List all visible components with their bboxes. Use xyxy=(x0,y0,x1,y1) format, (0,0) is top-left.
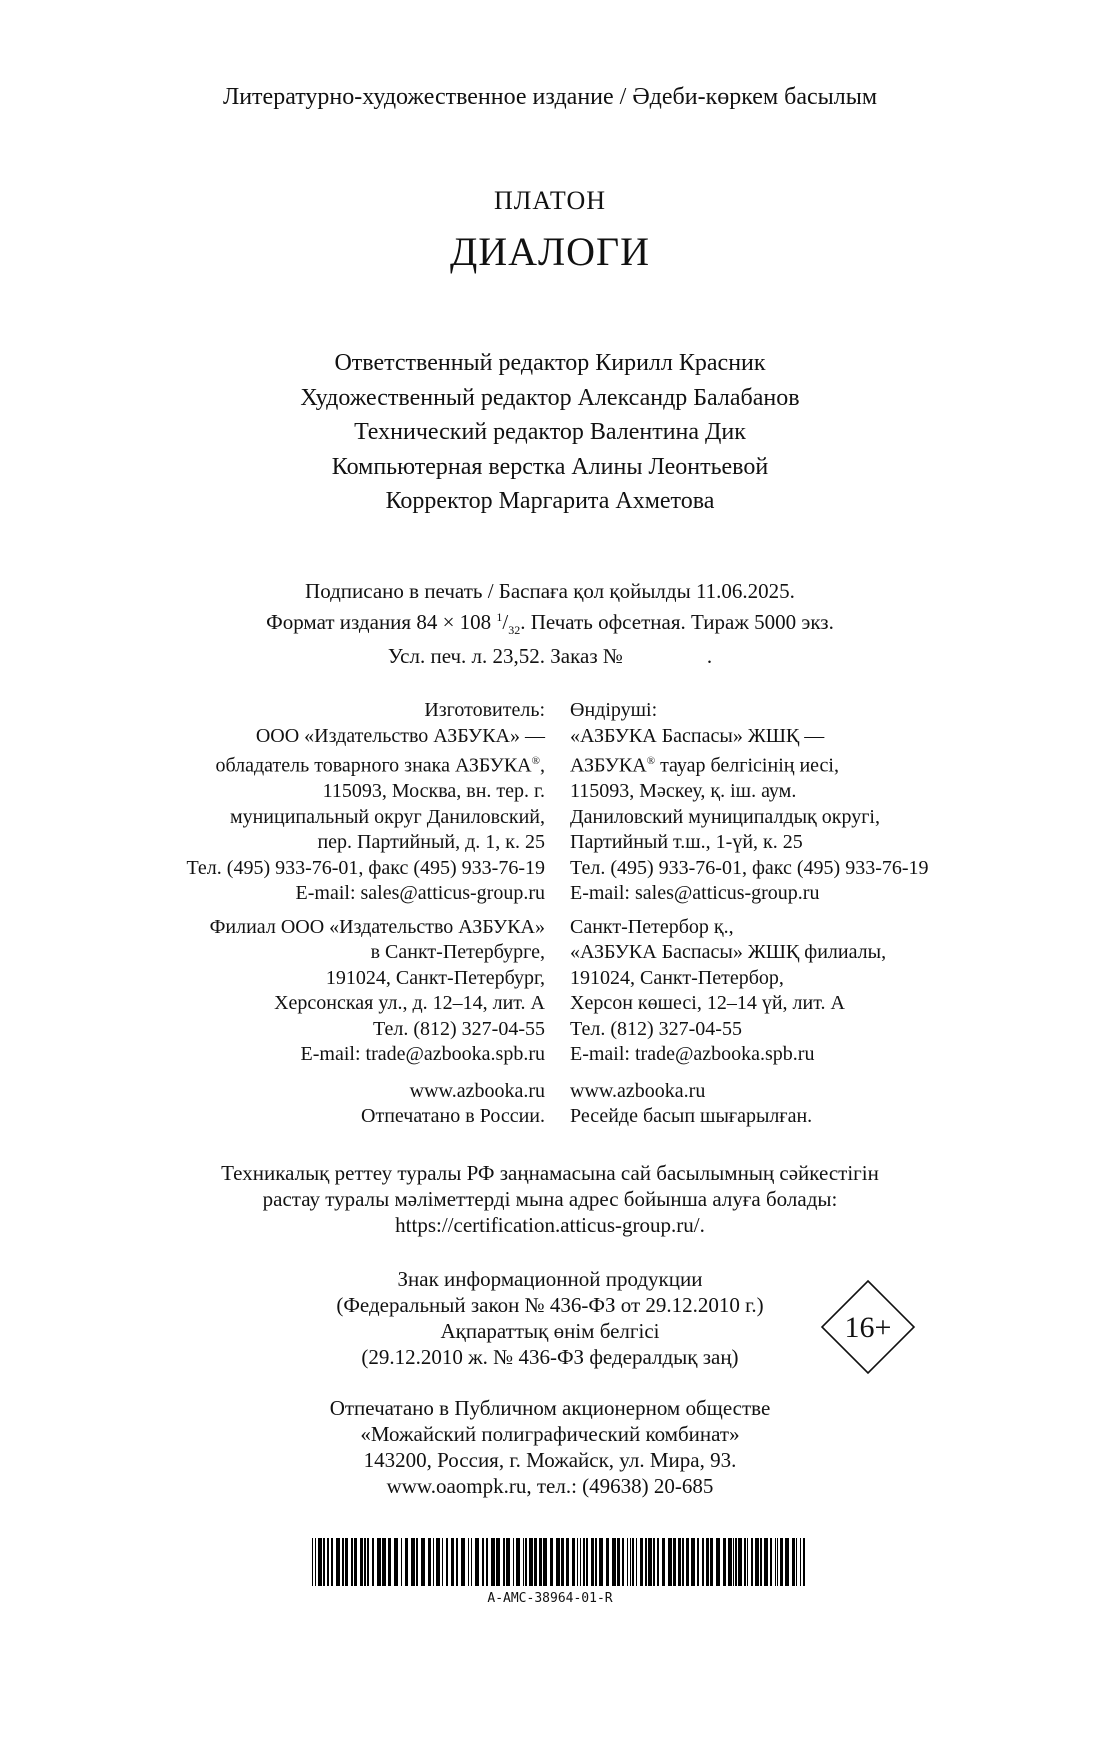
barcode-bar xyxy=(622,1538,624,1586)
manufacturer-line xyxy=(570,749,1090,779)
manufacturer-line: E-mail: sales@atticus-group.ru xyxy=(295,882,545,905)
barcode-bar xyxy=(416,1538,418,1586)
barcode-bar xyxy=(595,1538,597,1586)
barcode-bar xyxy=(760,1538,762,1586)
manufacturer-kz xyxy=(570,698,1090,1130)
printed-in: Ресейде басып шығарылған. xyxy=(570,1105,813,1128)
barcode-bar xyxy=(803,1538,805,1586)
barcode-bar xyxy=(471,1538,472,1586)
barcode-bar xyxy=(372,1538,374,1586)
barcode-bar xyxy=(461,1538,465,1586)
manufacturer-line: ООО «Издательство АЗБУКА» — xyxy=(255,724,545,747)
barcode-bar xyxy=(697,1538,699,1586)
manufacturer-line: Даниловский муниципалдық округі, xyxy=(570,805,880,828)
certification-line: Техникалық реттеу туралы РФ заңнамасына сай басылымның сәйкестігін xyxy=(221,1161,879,1185)
manufacturer-label: Өндіруші: xyxy=(570,699,658,721)
printer-line: «Можайский полиграфический комбинат» xyxy=(360,1422,740,1446)
manufacturer-line: муниципальный округ Даниловский, xyxy=(229,805,545,828)
barcode-bar xyxy=(747,1538,748,1586)
barcode-text: A-AMC-38964-01-R xyxy=(487,1591,613,1606)
website: www.azbooka.ru xyxy=(409,1079,545,1102)
branch-line: Тел. (812) 327-04-55 xyxy=(373,1017,545,1040)
certification-line: растау туралы мәліметтерді мына адрес бойынша алуға болады: xyxy=(262,1187,838,1211)
barcode-bar xyxy=(351,1538,353,1586)
registered-mark: ® xyxy=(646,755,656,767)
barcode-bar xyxy=(792,1538,795,1586)
barcode-bar xyxy=(503,1538,505,1586)
registered-mark: ® xyxy=(531,755,540,767)
barcode-bar xyxy=(456,1538,458,1586)
format-prefix: Формат издания 84 × 108 xyxy=(266,610,497,634)
manufacturer-line: 115093, Мәскеу, қ. іш. аум. xyxy=(570,780,797,803)
barcode-bar xyxy=(636,1538,637,1586)
sheets-end: . xyxy=(706,644,713,669)
branch-line: Филиал ООО «Издательство АЗБУКА» xyxy=(209,915,545,938)
manufacturer-line: 115093, Москва, вн. тер. г. xyxy=(322,780,545,803)
manufacturer-line: Партийный т.ш., 1-үй, к. 25 xyxy=(570,831,803,854)
certification-note xyxy=(0,1160,1100,1238)
barcode-bar xyxy=(486,1538,488,1586)
barcode-bar xyxy=(525,1538,527,1586)
barcode-bar xyxy=(388,1538,391,1586)
branch-line: 191024, Санкт-Петербор, xyxy=(570,966,784,989)
manufacturer-ru xyxy=(0,698,545,1130)
barcode-bar xyxy=(583,1538,585,1586)
barcode-bar xyxy=(728,1538,732,1586)
printer-line: Отпечатано в Публичном акционерном обществе xyxy=(329,1396,771,1420)
barcode-bar xyxy=(632,1538,634,1586)
barcode-bar xyxy=(770,1538,772,1586)
certification-url: https://certification.atticus-group.ru/. xyxy=(395,1213,705,1237)
print-info xyxy=(0,578,1100,669)
barcode-bar xyxy=(331,1538,333,1586)
format-suffix: . Печать офсетная. Тираж 5000 экз. xyxy=(520,610,834,634)
manufacturer-line: Тел. (495) 933-76-01, факс (495) 933-76-19 xyxy=(186,856,545,879)
format-denominator: 32 xyxy=(508,623,521,638)
barcode-bar xyxy=(543,1538,547,1586)
book-title: ДИАЛОГИ xyxy=(449,229,651,274)
barcode-bar xyxy=(405,1538,408,1586)
barcode-bar xyxy=(401,1538,402,1586)
barcode-bar xyxy=(342,1538,344,1586)
manufacturer-line: пер. Партийный, д. 1, к. 25 xyxy=(317,831,545,854)
format-numerator: 1 xyxy=(496,610,503,624)
barcode-bar xyxy=(539,1538,542,1586)
branch-line: E-mail: trade@azbooka.spb.ru xyxy=(300,1043,545,1066)
barcode-bar xyxy=(777,1538,778,1586)
branch-line: Херсонская ул., д. 12–14, лит. А xyxy=(274,992,545,1015)
barcode-bar xyxy=(764,1538,768,1586)
printer-block xyxy=(0,1395,1100,1499)
barcode xyxy=(312,1538,806,1586)
barcode-bar xyxy=(312,1538,313,1586)
barcode-bar xyxy=(491,1538,495,1586)
credit-line: Компьютерная верстка Алины Леонтьевой xyxy=(331,453,769,480)
barcode-bar xyxy=(529,1538,533,1586)
barcode-bar xyxy=(534,1538,537,1586)
printer-line: 143200, Россия, г. Можайск, ул. Мира, 93. xyxy=(363,1448,737,1472)
barcode-bar xyxy=(785,1538,789,1586)
barcode-bar xyxy=(377,1538,381,1586)
info-sign-block xyxy=(0,1266,1100,1370)
barcode-bar xyxy=(360,1538,363,1586)
info-sign-line: Ақпараттық өнім белгісі xyxy=(440,1319,660,1343)
credit-line: Художественный редактор Александр Балабанов xyxy=(300,384,800,411)
barcode-bar xyxy=(640,1538,643,1586)
barcode-bar xyxy=(556,1538,560,1586)
signed-date: Подписано в печать / Баспаға қол қойылды 11.06.2025. xyxy=(305,579,795,603)
barcode-bar xyxy=(572,1538,575,1586)
barcode-bar xyxy=(516,1538,520,1586)
barcode-bar xyxy=(653,1538,655,1586)
barcode-bar xyxy=(599,1538,603,1586)
barcode-bar xyxy=(612,1538,616,1586)
credit-line: Ответственный редактор Кирилл Красник xyxy=(334,350,766,376)
website: www.azbooka.ru xyxy=(570,1079,706,1102)
barcode-bar xyxy=(364,1538,366,1586)
barcode-bar xyxy=(318,1538,322,1586)
barcode-bar xyxy=(436,1538,440,1586)
barcode-bar xyxy=(796,1538,797,1586)
barcode-bar xyxy=(630,1538,631,1586)
barcode-bar xyxy=(345,1538,348,1586)
credit-line: Технический редактор Валентина Дик xyxy=(354,419,746,445)
barcode-bar xyxy=(327,1538,329,1586)
barcode-bar xyxy=(735,1538,737,1586)
trademark-text: АЗБУКА xyxy=(570,754,647,777)
barcode-bar xyxy=(442,1538,443,1586)
barcode-bar xyxy=(566,1538,569,1586)
trademark-suffix: тауар белгісінің иесі, xyxy=(655,754,839,777)
barcode-bar xyxy=(523,1538,524,1586)
barcode-bar xyxy=(682,1538,684,1586)
branch-line: Херсон көшесі, 12–14 үй, лит. А xyxy=(570,992,845,1015)
barcode-bar xyxy=(662,1538,665,1586)
barcode-bar xyxy=(755,1538,759,1586)
barcode-bar xyxy=(617,1538,620,1586)
info-sign-line: (29.12.2010 ж. № 436-ФЗ федералдық заң) xyxy=(361,1345,739,1369)
info-sign-line: (Федеральный закон № 436-ФЗ от 29.12.2010 г.) xyxy=(336,1293,764,1317)
barcode-bar xyxy=(468,1538,469,1586)
barcode-bar xyxy=(323,1538,325,1586)
sheets-line xyxy=(0,643,1100,669)
barcode-bar xyxy=(411,1538,415,1586)
age-rating-text: 16+ xyxy=(844,1311,892,1344)
barcode-bar xyxy=(691,1538,695,1586)
barcode-bar xyxy=(577,1538,578,1586)
trademark-text: обладатель товарного знака АЗБУКА xyxy=(215,754,532,777)
barcode-bar xyxy=(710,1538,713,1586)
manufacturer-line: обладатель товарного знака АЗБУКА®, xyxy=(215,754,545,777)
format-line: Формат издания 84 × 108 $^1/_{32}$. Печать офсетная. Тираж 5000 экз. xyxy=(266,610,834,638)
credits-block xyxy=(0,346,1100,519)
sheets-text: Усл. печ. л. 23,52. Заказ № xyxy=(387,644,623,669)
info-sign-line: Знак информационной продукции xyxy=(397,1267,703,1291)
barcode-bar xyxy=(657,1538,659,1586)
barcode-bar xyxy=(800,1538,801,1586)
barcode-bar xyxy=(733,1538,734,1586)
printed-in: Отпечатано в России. xyxy=(361,1105,545,1128)
barcode-bar xyxy=(751,1538,753,1586)
manufacturer-label: Изготовитель: xyxy=(424,699,545,721)
branch-line: Санкт-Петербор қ., xyxy=(570,915,734,938)
barcode-bar xyxy=(706,1538,709,1586)
branch-line: в Санкт-Петербурге, xyxy=(370,941,545,964)
barcode-bar xyxy=(421,1538,425,1586)
barcode-bar xyxy=(780,1538,783,1586)
author-name: ПЛАТОН xyxy=(494,186,606,215)
manufacturer-line: E-mail: sales@atticus-group.ru xyxy=(570,882,820,905)
barcode-bar xyxy=(433,1538,434,1586)
barcode-bar xyxy=(354,1538,357,1586)
barcode-bar xyxy=(475,1538,479,1586)
barcode-bar xyxy=(686,1538,689,1586)
barcode-bar xyxy=(428,1538,431,1586)
barcode-bar xyxy=(744,1538,746,1586)
barcode-bar xyxy=(627,1538,628,1586)
barcode-bar xyxy=(738,1538,742,1586)
barcode-bar xyxy=(482,1538,484,1586)
age-rating-badge xyxy=(820,1279,916,1375)
manufacturer-line: Тел. (495) 933-76-01, факс (495) 933-76-19 xyxy=(570,856,929,879)
barcode-bar xyxy=(591,1538,594,1586)
barcode-bar xyxy=(394,1538,398,1586)
barcode-bar xyxy=(506,1538,510,1586)
barcode-bar xyxy=(580,1538,581,1586)
manufacturer-line: «АЗБУКА Баспасы» ЖШҚ — xyxy=(570,724,825,747)
barcode-bar xyxy=(648,1538,652,1586)
branch-line: «АЗБУКА Баспасы» ЖШҚ филиалы, xyxy=(570,941,887,964)
barcode-bar xyxy=(496,1538,500,1586)
barcode-bar xyxy=(673,1538,676,1586)
credit-line: Корректор Маргарита Ахметова xyxy=(385,488,715,514)
barcode-bar xyxy=(382,1538,386,1586)
barcode-bar xyxy=(315,1538,316,1586)
printer-line: www.oaompk.ru, тел.: (49638) 20-685 xyxy=(386,1474,714,1498)
barcode-bar xyxy=(367,1538,369,1586)
edition-type: Литературно-художественное издание / Әдеби-көркем басылым xyxy=(222,84,878,110)
barcode-bar xyxy=(446,1538,448,1586)
branch-line: Тел. (812) 327-04-55 xyxy=(570,1017,742,1040)
barcode-bar xyxy=(668,1538,672,1586)
barcode-bar xyxy=(586,1538,588,1586)
barcode-bar xyxy=(336,1538,340,1586)
barcode-bar xyxy=(561,1538,564,1586)
barcode-bar xyxy=(716,1538,720,1586)
barcode-bar xyxy=(451,1538,454,1586)
barcode-bar xyxy=(723,1538,726,1586)
barcode-bar xyxy=(513,1538,514,1586)
barcode-bar xyxy=(775,1538,776,1586)
barcode-bar xyxy=(702,1538,704,1586)
barcode-bar xyxy=(550,1538,553,1586)
barcode-bar xyxy=(606,1538,609,1586)
branch-line: 191024, Санкт-Петербург, xyxy=(325,966,545,989)
barcode-bar xyxy=(678,1538,681,1586)
barcode-bar xyxy=(645,1538,647,1586)
branch-line: E-mail: trade@azbooka.spb.ru xyxy=(570,1043,815,1066)
